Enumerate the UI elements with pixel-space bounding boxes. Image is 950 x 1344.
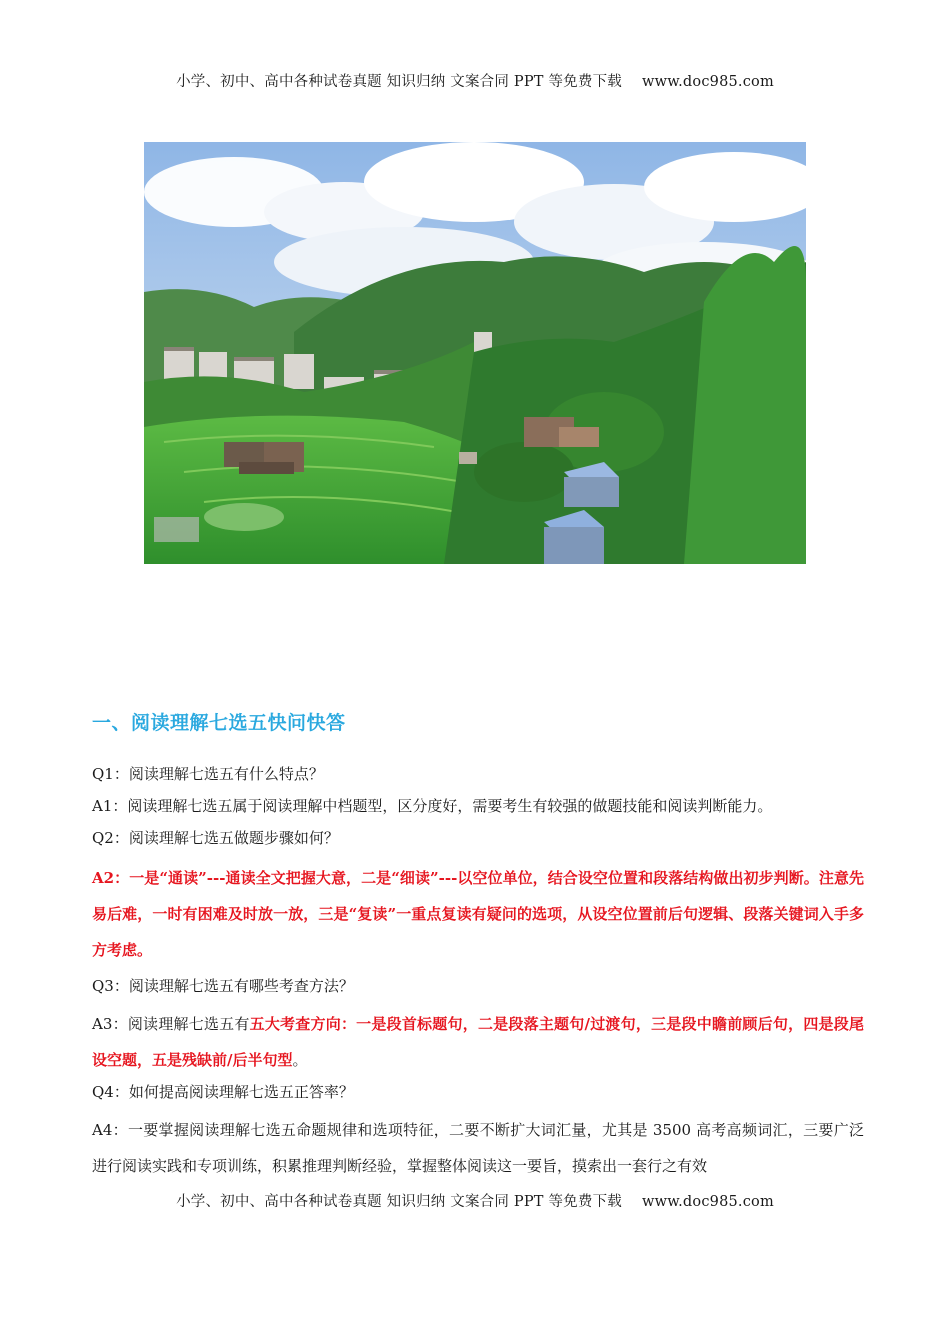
question-4: Q4：如何提高阅读理解七选五正答率？: [92, 1083, 354, 1101]
answer-1: A1：阅读理解七选五属于阅读理解中档题型，区分度好，需要考生有较强的做题技能和阅读判断能力。: [92, 797, 773, 815]
question-1: Q1：阅读理解七选五有什么特点？: [92, 765, 324, 783]
section-title: 一、阅读理解七选五快问快答: [92, 712, 346, 734]
page-header: [0, 70, 950, 91]
header-text: 小学、初中、高中各种试卷真题 知识归纳 文案合同 PPT 等免费下载: [176, 74, 622, 90]
landscape-photo: [144, 142, 806, 564]
question-3: Q3：阅读理解七选五有哪些考查方法？: [92, 977, 354, 995]
answer-3-suffix: 。: [292, 1051, 308, 1069]
header-site-link[interactable]: www.doc985.com: [641, 74, 774, 90]
footer-site-link[interactable]: www.doc985.com: [641, 1194, 774, 1210]
footer-text: 小学、初中、高中各种试卷真题 知识归纳 文案合同 PPT 等免费下载: [176, 1194, 622, 1210]
answer-3: [92, 1006, 864, 1078]
question-2: Q2：阅读理解七选五做题步骤如何？: [92, 829, 339, 847]
answer-2: [92, 860, 864, 968]
answer-2-text: 一是“通读”---通读全文把握大意，二是“细读”---以空位单位，结合设空位置和段落结构做出初步判断。注意先易后难，一时有困难及时放一放，三是“复读”一重点复读有疑问的选项，从设空位置前后句逻辑、段落关键词入手多方考虑。: [92, 869, 864, 959]
answer-4: A4：一要掌握阅读理解七选五命题规律和选项特征，二要不断扩大词汇量，尤其是 3500 高考高频词汇，三要广泛进行阅读实践和专项训练，积累推理判断经验，掌握整体阅读这一要旨，摸索出一套行之有效: [92, 1121, 864, 1175]
landscape-photo-icon: [144, 142, 806, 564]
page-footer: [0, 1190, 950, 1211]
answer-3-highlight: 五大考查方向：一是段首标题句，二是段落主题句/过渡句，三是段中瞻前顾后句，四是段尾设空题，五是残缺前/后半句型: [92, 1015, 864, 1069]
answer-3-prefix: A3：阅读理解七选五有: [92, 1015, 250, 1033]
answer-2-label: A2：: [92, 869, 130, 887]
